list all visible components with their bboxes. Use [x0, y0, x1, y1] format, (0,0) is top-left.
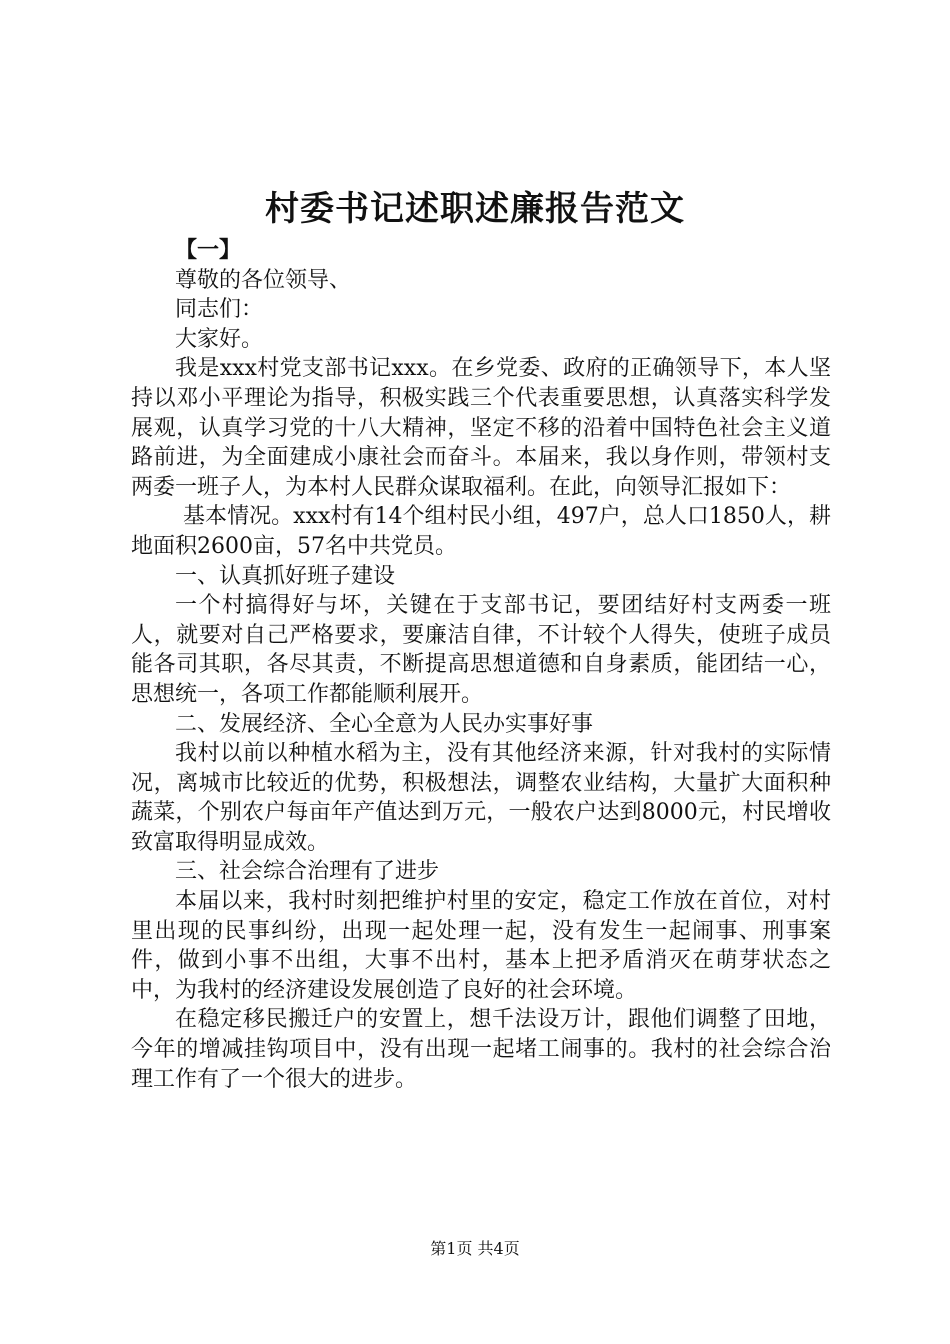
paragraph-introduction: 我是xxx村党支部书记xxx。在乡党委、政府的正确领导下，本人坚持以邓小平理论为指导，积极实践三个代表重要思想，认真落实科学发展观，认真学习党的十八大精神，坚定不移的沿着中国特色社会主义道路前进，为全面建成小康社会而奋斗。本届来，我以身作则，带领村支两委一班子人，为本村人民群众谋取福利。在此，向领导汇报如下： — [131, 356, 831, 500]
heading-economic-development: 二、发展经济、全心全意为人民办实事好事 — [175, 711, 594, 737]
heading-team-building: 一、认真抓好班子建设 — [175, 563, 396, 589]
greeting: 大家好。 — [175, 326, 264, 352]
page-indicator: 第1页 共4页 — [430, 1239, 520, 1258]
document-title: 村委书记述职述廉报告范文 — [265, 189, 685, 229]
salutation-comrades: 同志们： — [175, 297, 264, 323]
paragraph-basic-info: 基本情况。xxx村有14个组村民小组，497户，总人口1850人，耕地面积2600亩，57名中共党员。 — [131, 504, 831, 559]
heading-social-governance: 三、社会综合治理有了进步 — [175, 859, 440, 885]
paragraph-economic-development: 我村以前以种植水稻为主，没有其他经济来源，针对我村的实际情况，离城市比较近的优势，积极想法，调整农业结构，大量扩大面积种蔬菜，个别农户每亩年产值达到万元，一般农户达到8000元，村民增收致富取得明显成效。 — [131, 741, 831, 855]
document-body — [131, 236, 831, 1094]
paragraph-team-building: 一个村搞得好与坏，关键在于支部书记，要团结好村支两委一班人，就要对自己严格要求，要廉洁自律，不计较个人得失，使班子成员能各司其职，各尽其责，不断提高思想道德和自身素质，能团结一心，思想统一，各项工作都能顺利展开。 — [131, 593, 831, 707]
paragraph-resettlement: 在稳定移民搬迁户的安置上，想千法设万计，跟他们调整了田地，今年的增减挂钩项目中，没有出现一起堵工闹事的。我村的社会综合治理工作有了一个很大的进步。 — [131, 1007, 831, 1092]
salutation-leaders: 尊敬的各位领导、 — [175, 267, 352, 293]
paragraph-social-governance: 本届以来，我村时刻把维护村里的安定，稳定工作放在首位，对村里出现的民事纠纷，出现一起处理一起，没有发生一起闹事、刑事案件，做到小事不出组，大事不出村，基本上把矛盾消灭在萌芽状态之中，为我村的经济建设发展创造了良好的社会环境。 — [131, 889, 831, 1003]
section-marker: 【一】 — [175, 237, 242, 263]
